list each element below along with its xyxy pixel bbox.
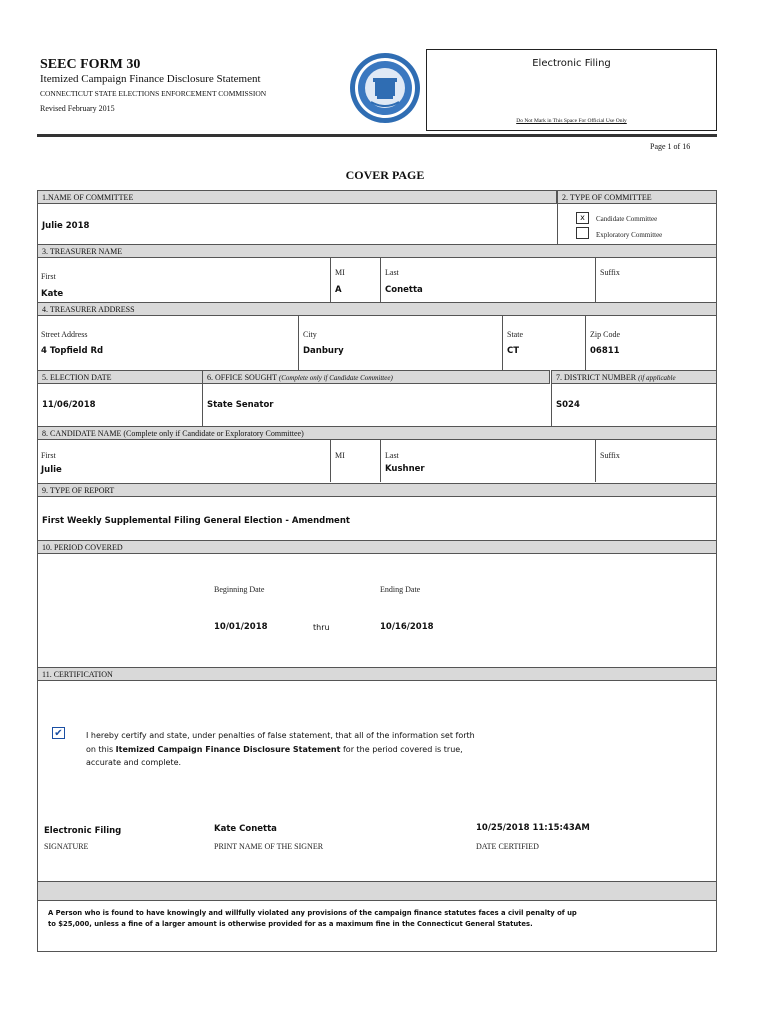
candidate-name-header: 8. CANDIDATE NAME (Complete only if Candidate or Exploratory Committee) bbox=[37, 426, 717, 440]
signer-name-label: PRINT NAME OF THE SIGNER bbox=[214, 842, 324, 851]
revised-date: Revised February 2015 bbox=[40, 104, 115, 113]
street-label: Street Address bbox=[41, 330, 88, 339]
penalty-warning-line-2: to $25,000, unless a fine of a larger amount is otherwise provided for as a maximum fine in the Connecticut General Statutes. bbox=[48, 920, 533, 928]
election-date-header: 5. ELECTION DATE bbox=[37, 370, 203, 384]
thru-text: thru bbox=[313, 623, 330, 632]
treasurer-suffix-label: Suffix bbox=[600, 268, 620, 277]
zip-value: 06811 bbox=[590, 346, 620, 356]
committee-name-header: 1.NAME OF COMMITTEE bbox=[37, 190, 557, 204]
district-number-value: S024 bbox=[556, 400, 580, 410]
header-divider bbox=[37, 134, 717, 137]
col-divider bbox=[380, 258, 381, 302]
col-divider bbox=[202, 384, 203, 426]
period-covered-header: 10. PERIOD COVERED bbox=[37, 540, 717, 554]
agency-name: CONNECTICUT STATE ELECTIONS ENFORCEMENT COMMISSION bbox=[40, 89, 267, 98]
state-value: CT bbox=[507, 346, 520, 356]
col-divider bbox=[380, 440, 381, 482]
certification-header: 11. CERTIFICATION bbox=[37, 667, 717, 681]
certification-line-3: accurate and complete. bbox=[86, 758, 182, 767]
col-divider bbox=[298, 316, 299, 370]
col-divider bbox=[595, 258, 596, 302]
candidate-last-value: Kushner bbox=[385, 464, 425, 474]
beginning-date-label: Beginning Date bbox=[214, 585, 265, 594]
treasurer-last-label: Last bbox=[385, 268, 399, 277]
office-sought-header bbox=[202, 370, 550, 384]
official-box-title: Electronic Filing bbox=[532, 58, 611, 69]
date-certified-value: 10/25/2018 11:15:43AM bbox=[476, 823, 590, 833]
office-sought-label: 6. OFFICE SOUGHT bbox=[207, 373, 277, 382]
candidate-committee-checkbox[interactable]: x bbox=[576, 212, 589, 224]
beginning-date-value: 10/01/2018 bbox=[214, 622, 268, 632]
col-divider bbox=[557, 204, 558, 244]
form-title: SEEC FORM 30 bbox=[40, 57, 141, 72]
exploratory-committee-label: Exploratory Committee bbox=[596, 231, 663, 239]
certification-line-2a: on this bbox=[86, 744, 116, 754]
election-date-value: 11/06/2018 bbox=[42, 400, 96, 410]
cover-page-title: COVER PAGE bbox=[345, 168, 425, 182]
district-number-note: (if applicable bbox=[638, 374, 676, 382]
form-subtitle: Itemized Campaign Finance Disclosure Statement bbox=[40, 73, 261, 85]
report-type-value: First Weekly Supplemental Filing General Election - Amendment bbox=[42, 516, 350, 526]
col-divider bbox=[330, 258, 331, 302]
treasurer-mi-label: MI bbox=[335, 268, 345, 277]
candidate-suffix-label: Suffix bbox=[600, 451, 620, 460]
official-use-box bbox=[426, 49, 717, 131]
candidate-first-value: Julie bbox=[41, 465, 62, 475]
penalty-warning-line-1: A Person who is found to have knowingly and willfully violated any provisions of the campaign finance statutes faces a civil penalty of up bbox=[48, 909, 577, 917]
certification-checkbox[interactable]: ✔ bbox=[52, 727, 65, 739]
treasurer-mi-value: A bbox=[335, 285, 342, 295]
certification-text bbox=[86, 729, 526, 770]
city-label: City bbox=[303, 330, 317, 339]
col-divider bbox=[585, 316, 586, 370]
city-value: Danbury bbox=[303, 346, 344, 356]
state-label: State bbox=[507, 330, 523, 339]
state-seal-icon bbox=[349, 52, 421, 124]
certification-statement-title: Itemized Campaign Finance Disclosure Statement bbox=[115, 744, 341, 754]
official-use-note: Do Not Mark in This Space For Official Use Only bbox=[516, 118, 627, 124]
page-number: Page 1 of 16 bbox=[650, 142, 691, 151]
ending-date-label: Ending Date bbox=[380, 585, 421, 594]
date-certified-label: DATE CERTIFIED bbox=[476, 842, 539, 851]
report-type-header: 9. TYPE OF REPORT bbox=[37, 483, 717, 497]
col-divider bbox=[502, 316, 503, 370]
ending-date-value: 10/16/2018 bbox=[380, 622, 434, 632]
penalty-warning bbox=[48, 908, 708, 930]
candidate-last-label: Last bbox=[385, 451, 399, 460]
candidate-committee-label: Candidate Committee bbox=[596, 215, 658, 223]
candidate-mi-label: MI bbox=[335, 451, 345, 460]
col-divider bbox=[330, 440, 331, 482]
exploratory-committee-checkbox[interactable] bbox=[576, 227, 589, 239]
treasurer-name-header: 3. TREASURER NAME bbox=[37, 244, 717, 258]
signer-name-value: Kate Conetta bbox=[214, 824, 277, 834]
signature-label: SIGNATURE bbox=[44, 842, 89, 851]
street-value: 4 Topfield Rd bbox=[41, 346, 104, 356]
committee-type-header: 2. TYPE OF COMMITTEE bbox=[557, 190, 717, 204]
candidate-first-label: First bbox=[41, 451, 56, 460]
office-sought-note: (Complete only if Candidate Committee) bbox=[278, 374, 393, 382]
treasurer-last-value: Conetta bbox=[385, 285, 423, 295]
district-number-header bbox=[551, 370, 717, 384]
zip-label: Zip Code bbox=[590, 330, 620, 339]
treasurer-address-header: 4. TREASURER ADDRESS bbox=[37, 302, 717, 316]
certification-line-1: I hereby certify and state, under penalties of false statement, that all of the information set forth bbox=[86, 731, 475, 740]
col-divider bbox=[551, 384, 552, 426]
signature-value: Electronic Filing bbox=[44, 826, 122, 836]
committee-name-value: Julie 2018 bbox=[42, 221, 90, 231]
certification-line-2b: for the period covered is true, bbox=[340, 744, 463, 754]
treasurer-first-label: First bbox=[41, 272, 56, 281]
col-divider bbox=[595, 440, 596, 482]
district-number-label: 7. DISTRICT NUMBER bbox=[556, 373, 637, 382]
footer-band bbox=[37, 881, 717, 901]
treasurer-first-value: Kate bbox=[41, 289, 64, 299]
office-sought-value: State Senator bbox=[207, 400, 274, 410]
